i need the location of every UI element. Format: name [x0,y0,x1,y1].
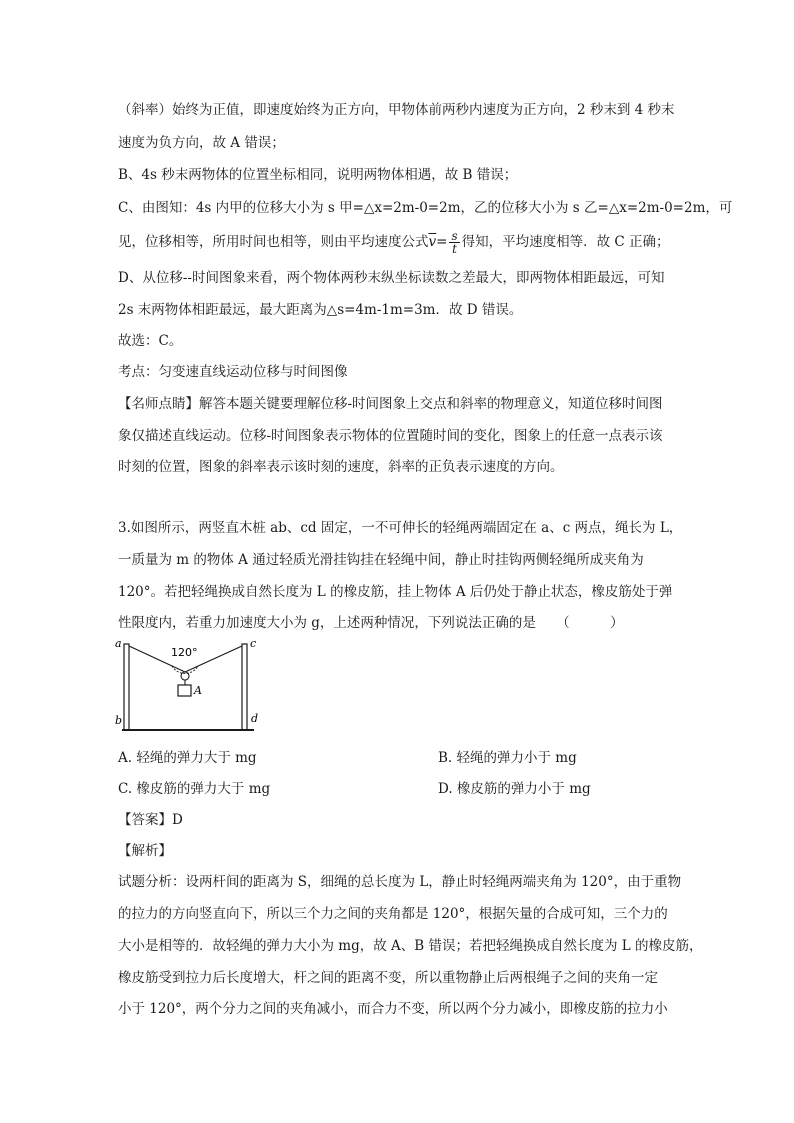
label-mass-a: A [194,684,202,697]
option-b: B. 轻绳的弹力小于 mg [438,750,577,766]
label-d: d [251,712,259,725]
text-line: B、4s 秒末两物体的位置坐标相同，说明两物体相遇，故 B 错误； [118,167,518,183]
velocity-symbol: $\overline{v}$ [428,234,437,250]
analysis-heading: 【解析】 [118,843,172,859]
rope-figure [114,636,270,736]
question-text: 一质量为 m 的物体 A 通过轻质光滑挂钩挂在轻绳中间，静止时挂钩两侧轻绳所成夹角为 [118,552,644,568]
fraction-s-over-t [449,230,459,255]
fraction-denominator: t [452,242,457,256]
answer-line: 【答案】D [118,812,183,828]
text-line: （斜率）始终为正值，即速度始终为正方向，甲物体前两秒内速度为正方向，2 秒末到 4 秒末 [118,102,675,118]
text-line: 故选：C。 [118,333,183,349]
option-d: D. 橡皮筋的弹力小于 mg [438,781,591,797]
fraction-numerator: s [451,229,458,243]
text-line: 速度为负方向，故 A 错误； [118,135,285,151]
text-line: D、从位移--时间图象来看，两个物体两秒末纵坐标读数之差最大，即两物体相距最远，可知 [118,270,665,286]
option-a: A. 轻绳的弹力大于 mg [118,750,257,766]
label-b: b [115,714,123,727]
analysis-text: 大小是相等的．故轻绳的弹力大小为 mg，故 A、B 错误；若把轻绳换成自然长度为 L 的橡皮筋， [118,938,703,954]
label-c: c [250,637,257,650]
text-line: 考点：匀变速直线运动位移与时间图像 [118,364,348,380]
analysis-text: 的拉力的方向竖直向下，所以三个力之间的夹角都是 120°，根据矢量的合成可知，三个力的 [118,906,668,922]
equals-sign: = [436,234,448,250]
question-text: 性限度内，若重力加速度大小为 g，上述两种情况，下列说法正确的是 （ ） [118,615,624,631]
right-post [242,644,247,730]
tip-heading-line: 【名师点睛】解答本题关键要理解位移-时间图象上交点和斜率的物理意义，知道位移时间图 [118,396,663,412]
text-line: 象仅描述直线运动。位移-时间图象表示物体的位置随时间的变化，图象上的任意一点表示该 [118,428,663,444]
text-segment: 见，位移相等，所用时间也相等，则由平均速度公式 [118,234,429,250]
question-text: 3.如图所示，两竖直木桩 ab、cd 固定，一不可伸长的轻绳两端固定在 a、c 两点，绳长为 L， [118,520,683,536]
text-line: 2s 末两物体相距最远，最大距离为△s=4m-1m=3m．故 D 错误。 [118,302,523,318]
mass-block [178,685,191,696]
text-line: 时刻的位置，图象的斜率表示该时刻的速度，斜率的正负表示速度的方向。 [118,459,564,475]
analysis-text: 试题分析：设两杆间的距离为 S，细绳的总长度为 L，静止时轻绳两端夹角为 120°，由于重物 [118,874,682,890]
analysis-text: 小于 120°，两个分力之间的夹角减小，而合力不变，所以两个分力减小，即橡皮筋的拉力小 [118,1001,668,1017]
option-c: C. 橡皮筋的弹力大于 mg [118,781,271,797]
text-segment: 得知，平均速度相等．故 C 正确； [461,234,670,250]
angle-label: 120° [171,646,198,659]
left-post [124,644,129,730]
question-text: 120°。若把轻绳换成自然长度为 L 的橡皮筋，挂上物体 A 后仍处于静止状态，橡皮筋处于弹 [118,584,673,600]
text-line: C、由图知：4s 内甲的位移大小为 s 甲=△x=2m-0=2m，乙的位移大小为 s 乙=△x=2m-0=2m，可 [118,200,733,216]
label-a: a [115,637,122,650]
text-line-with-formula [118,230,670,255]
analysis-text: 橡皮筋受到拉力后长度增大，杆之间的距离不变，所以重物静止后两根绳子之间的夹角一定 [118,970,658,986]
